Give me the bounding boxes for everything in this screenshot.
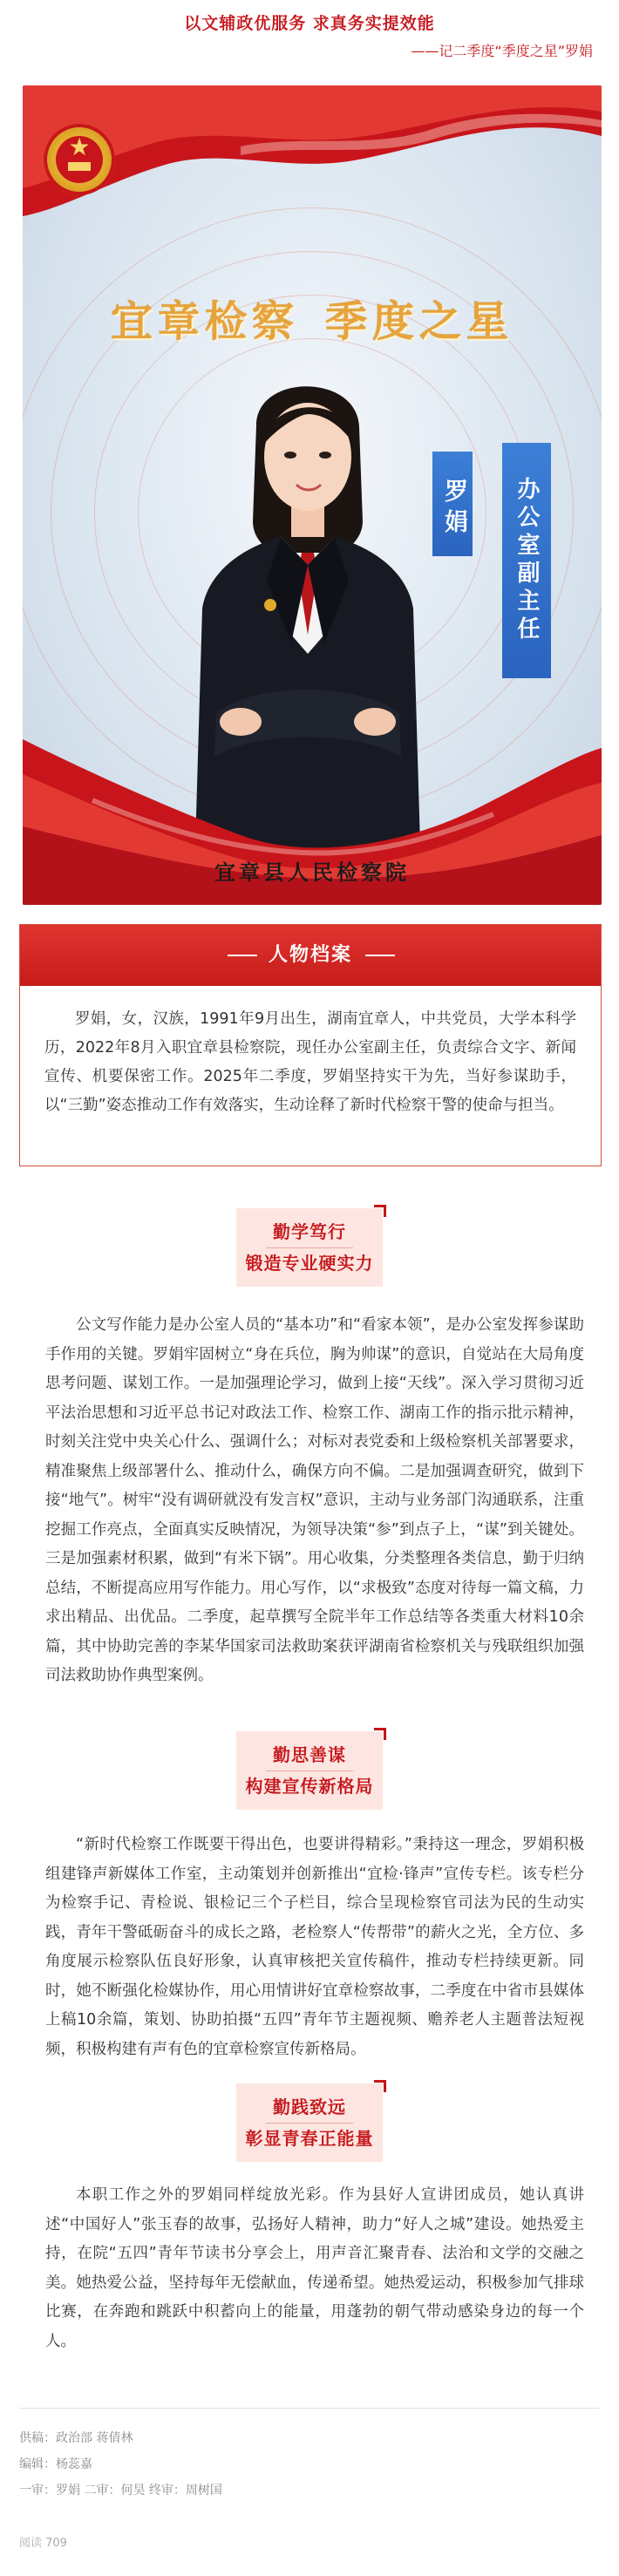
credit-supply: 供稿：政治部 蒋倩林: [19, 2431, 133, 2445]
profile-card: [19, 924, 602, 1166]
profile-text: 罗娟，女，汉族，1991年9月出生，湖南宜章人，中共党员，大学本科学历，2022年8月入职宜章县检察院，现任办公室副主任，负责综合文字、新闻宣传、机要保密工作。2025年二季度，罗娟坚持实干为先，当好参谋助手，以“三勤”姿态推动工作有效落实，生动诠释了新时代检察干警的使命与担当。: [44, 1010, 576, 1114]
section-heading: [236, 1208, 383, 1287]
section-body: “新时代检察工作既要干得出色，也要讲得精彩。”秉持这一理念，罗娟积极组建锋声新媒体工作室，主动策划并创新推出“宜检·锋声”宣传专栏。该专栏分为检察手记、青检说、银检记三个子栏目，综合呈现检察官司法为民的生动实践，青年干警砥砺奋斗的成长之路，老检察人“传帮带”的薪火之光，全方位、多角度展示检察队伍良好形象，认真审核把关宣传稿件，推动专栏持续更新。同时，她不断强化检媒协作，用心用情讲好宜章检察故事，二季度在中省市县媒体上稿10余篇，策划、协助拍摄“五四”青年节主题视频、赡养老人主题普法短视频，积极构建有声有色的宜章检察宣传新格局。: [45, 1836, 584, 2058]
section-heading-line1: 勤思善谋: [273, 1744, 346, 1765]
poster-headline-right: 季度之星: [325, 297, 514, 346]
poster-headline-left: 宜章检察: [110, 297, 299, 346]
name-tag: 罗娟: [432, 452, 473, 556]
section-heading-line2: 构建宣传新格局: [245, 1776, 374, 1797]
read-count: 阅读 709: [19, 2537, 67, 2550]
profile-heading: 人物档案: [268, 944, 352, 966]
section-body: 公文写作能力是办公室人员的“基本功”和“看家本领”，是办公室发挥参谋助手作用的关键。罗娟牢固树立“身在兵位，胸为帅谋”的意识，自觉站在大局角度思考问题、谋划工作。一是加强理论学习，做到上接“天线”。深入学习贯彻习近平法治思想和习近平总书记对政法工作、检察工作、湖南工作的指示批示精神，时刻关注党中央关心什么、强调什么；对标对表党委和上级检察机关部署要求，精准聚焦上级部署什么、推动什么，确保方向不偏。二是加强调查研究，做到下接“地气”。树牢“没有调研就没有发言权”意识，主动与业务部门沟通联系，注重挖掘工作亮点，全面真实反映情况，为领导决策“参”到点子上，“谋”到关键处。三是加强素材积累，做到“有米下锅”。用心收集，分类整理各类信息，勤于归纳总结，不断提高应用写作能力。用心写作，以“求极致”态度对待每一篇文稿，力求出精品、出优品。二季度，起草撰写全院半年工作总结等各类重大材料10余篇，其中协助完善的李某华国家司法救助案获评湖南省检察机关与残联组织加强司法救助协作典型案例。: [45, 1316, 584, 1684]
article-title: 以文辅政优服务 求真务实提效能: [184, 14, 435, 33]
profile-heading-bar: [20, 925, 601, 986]
hero-poster: [23, 85, 602, 905]
poster-headline: [23, 288, 602, 348]
article-header: [0, 0, 619, 68]
article-subtitle: ——记二季度“季度之星”罗娟: [411, 43, 593, 59]
section-heading: [236, 2083, 383, 2162]
section-heading-line2: 彰显青春正能量: [245, 2128, 374, 2149]
section-heading-line1: 勤践致远: [273, 2097, 346, 2117]
credit-editor: 编辑：杨蕊嘉: [19, 2457, 92, 2471]
credits: [19, 2425, 222, 2504]
section-heading-line1: 勤学笃行: [273, 1221, 346, 1242]
section-heading-line2: 锻造专业硬实力: [245, 1253, 374, 1274]
poster-footer: 宜章县人民检察院: [214, 860, 410, 885]
section-heading: [236, 1731, 383, 1810]
divider: [19, 2408, 600, 2409]
credit-review: 一审：罗娟 二审：何昊 终审：周树国: [19, 2484, 222, 2498]
section-body: 本职工作之外的罗娟同样绽放光彩。作为县好人宣讲团成员，她认真讲述“中国好人”张玉春的故事，弘扬好人精神，助力“好人之城”建设。她热爱主持，在院“五四”青年节读书分享会上，用声音汇聚青春、法治和文学的交融之美。她热爱公益，坚持每年无偿献血，传递希望。她热爱运动，积极参加气排球比赛，在奔跑和跳跃中积蓄向上的能量，用蓬勃的朝气带动感染身边的每一个人。: [45, 2186, 584, 2350]
procuratorate-emblem-icon: ★: [44, 124, 115, 195]
position-tag: 办公室副主任: [502, 443, 551, 678]
